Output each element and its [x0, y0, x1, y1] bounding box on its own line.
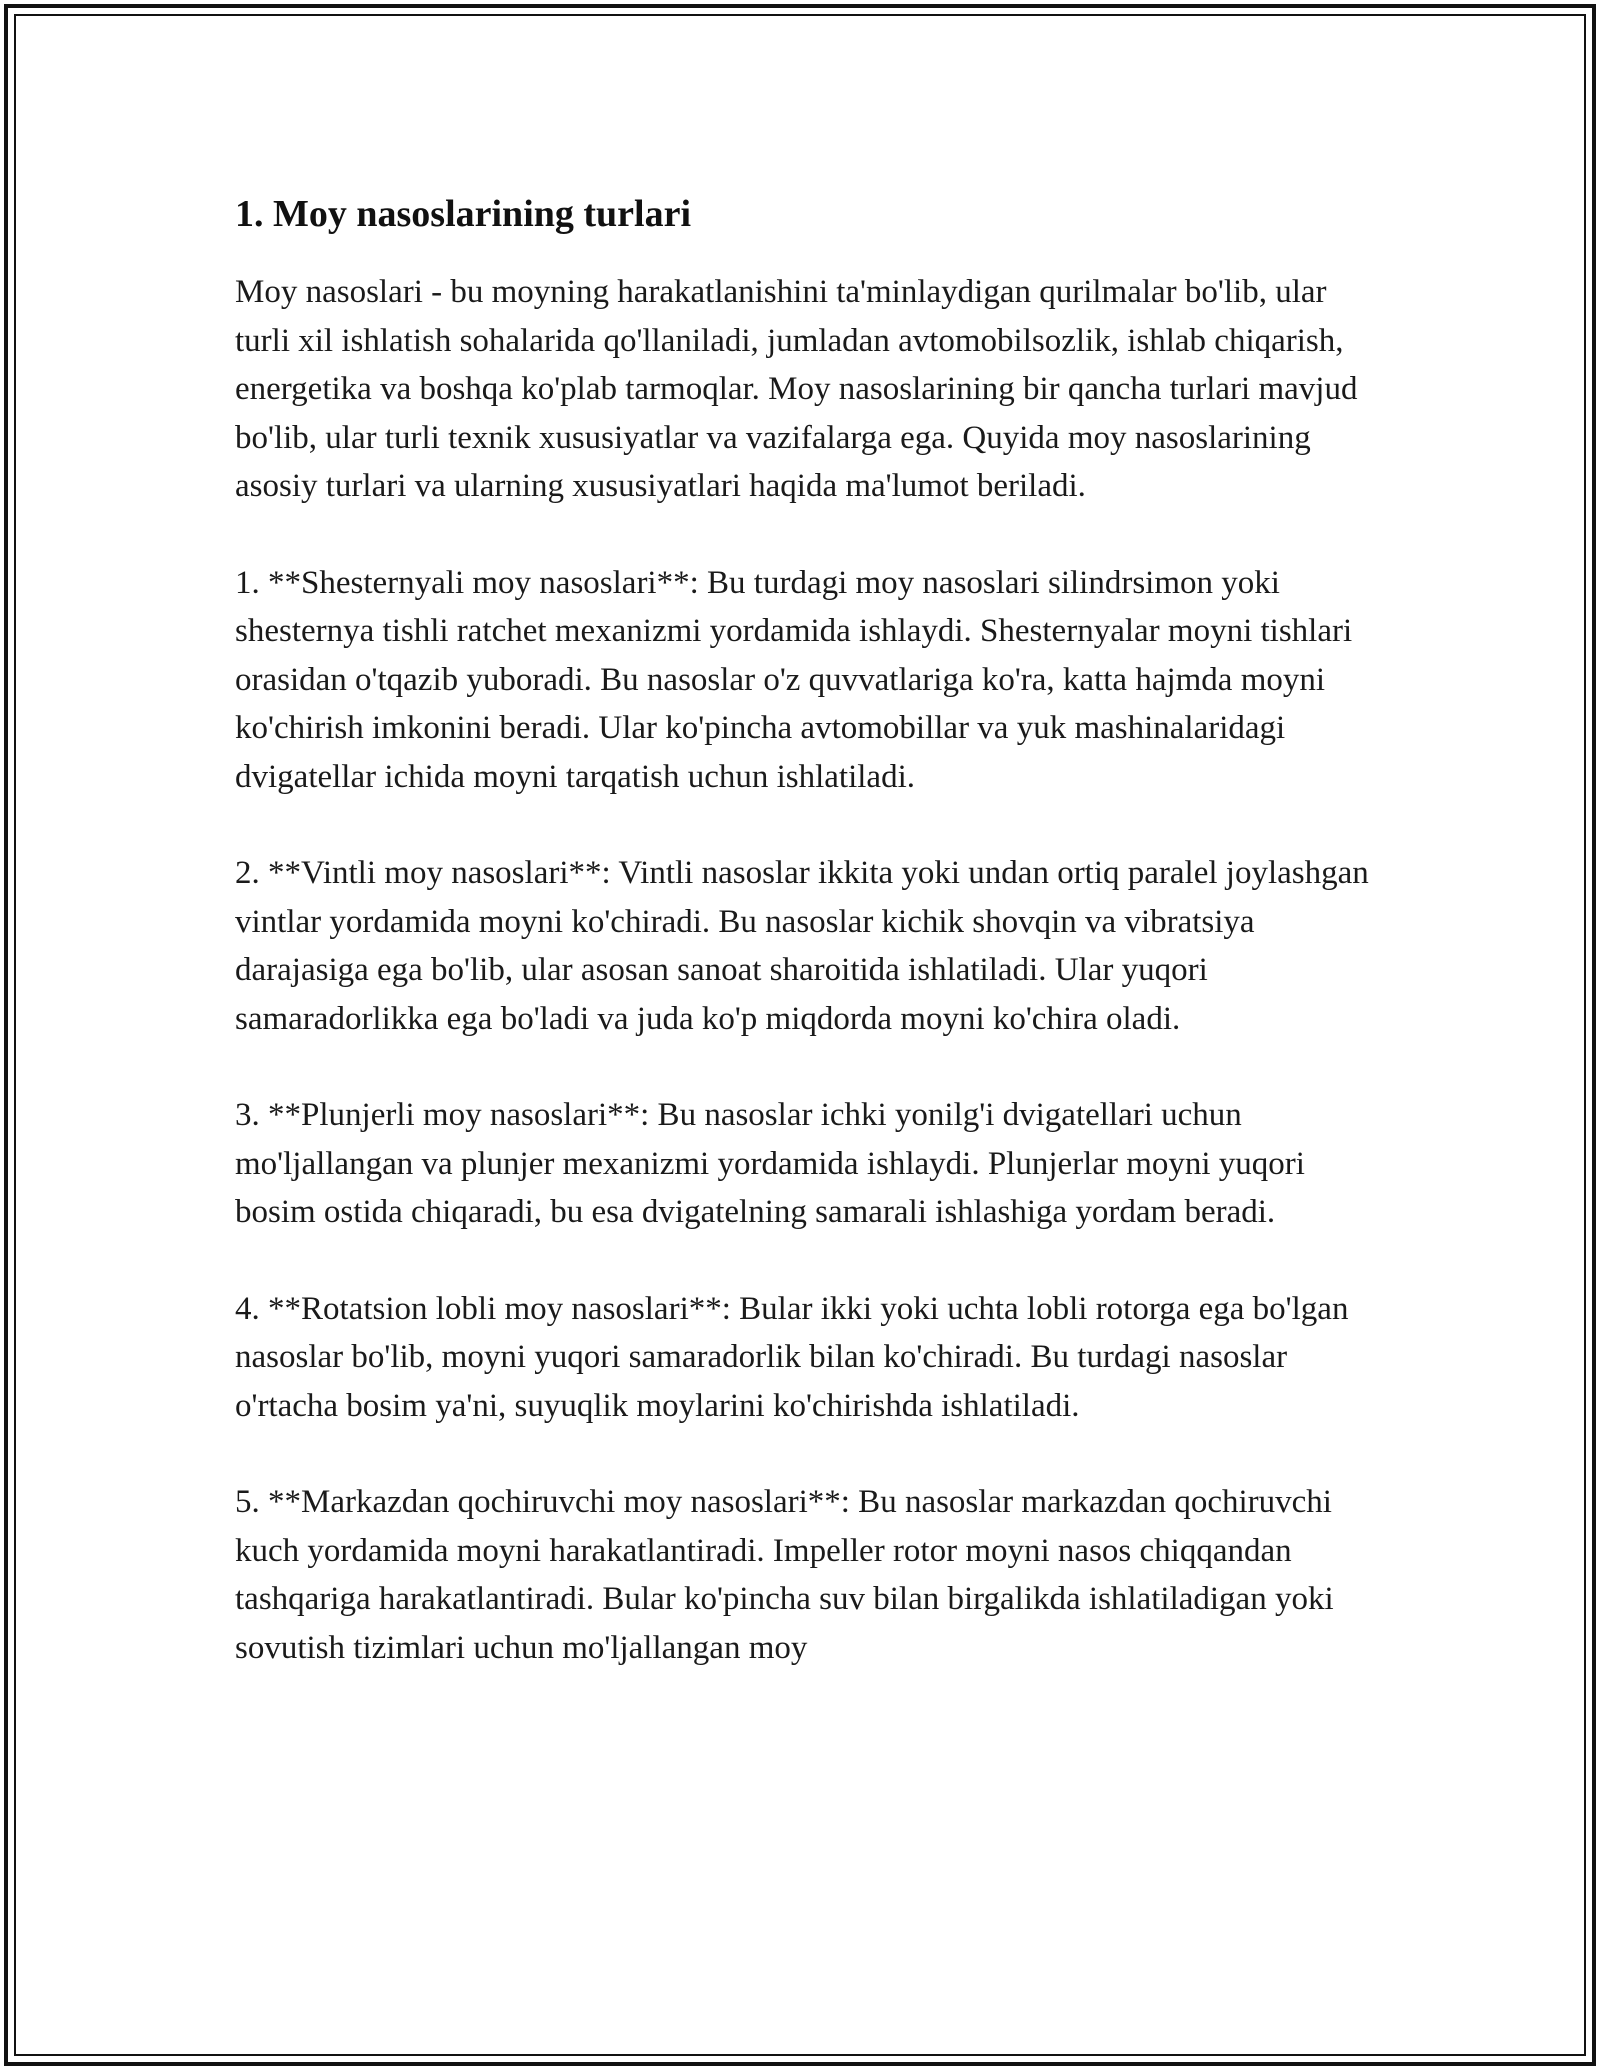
- paragraph-centrifugal-pumps: 5. **Markazdan qochiruvchi moy nasoslari**: Bu nasoslar markazdan qochiruvchi kuch yordamida moyni harakatlantiradi. Impeller rotor moyni nasos chiqqandan tashqariga harakatlantiradi. Bular ko'pincha suv bilan birgalikda ishlatiladigan yoki sovutish tizimlari uchun mo'ljallangan moy: [235, 1484, 1334, 1666]
- paragraph-screw-pumps: 2. **Vintli moy nasoslari**: Vintli nasoslar ikkita yoki undan ortiq paralel joylashgan vintlar yordamida moyni ko'chiradi. Bu nasoslar kichik shovqin va vibratsiya darajasiga ega bo'lib, ular asosan sanoat sharoitida ishlatiladi. Ular yuqori samaradorlikka ega bo'ladi va juda ko'p miqdorda moyni ko'chira oladi.: [235, 855, 1369, 1037]
- paragraph-gear-pumps: 1. **Shesternyali moy nasoslari**: Bu turdagi moy nasoslari silindrsimon yoki shesternya tishli ratchet mexanizmi yordamida ishlaydi. Shesternyalar moyni tishlari orasidan o'tqazib yuboradi. Bu nasoslar o'z quvvatlariga ko'ra, katta hajmda moyni ko'chirish imkonini beradi. Ular ko'pincha avtomobillar va yuk mashinalaridagi dvigatellar ichida moyni tarqatish uchun ishlatiladi.: [235, 564, 1353, 795]
- paragraph-rotary-lobe-pumps: 4. **Rotatsion lobli moy nasoslari**: Bular ikki yoki uchta lobli rotorga ega bo'lgan nasoslar bo'lib, moyni yuqori samaradorlik bilan ko'chiradi. Bu turdagi nasoslar o'rtacha bosim ya'ni, suyuqlik moylarini ko'chirishda ishlatiladi.: [235, 1290, 1349, 1424]
- section-heading: 1. Moy nasoslarining turlari: [235, 193, 692, 235]
- document-body: [235, 188, 1375, 1720]
- intro-paragraph: Moy nasoslari - bu moyning harakatlanishini ta'minlaydigan qurilmalar bo'lib, ular turli xil ishlatish sohalarida qo'llaniladi, jumladan avtomobilsozlik, ishlab chiqarish, energetika va boshqa ko'plab tarmoqlar. Moy nasoslarining bir qancha turlari mavjud bo'lib, ular turli texnik xususiyatlar va vazifalarga ega. Quyida moy nasoslarining asosiy turlari va ularning xususiyatlari haqida ma'lumot beriladi.: [235, 274, 1358, 504]
- paragraph-plunger-pumps: 3. **Plunjerli moy nasoslari**: Bu nasoslar ichki yonilg'i dvigatellari uchun mo'ljallangan va plunjer mexanizmi yordamida ishlaydi. Plunjerlar moyni yuqori bosim ostida chiqaradi, bu esa dvigatelning samarali ishlashiga yordam beradi.: [235, 1097, 1305, 1230]
